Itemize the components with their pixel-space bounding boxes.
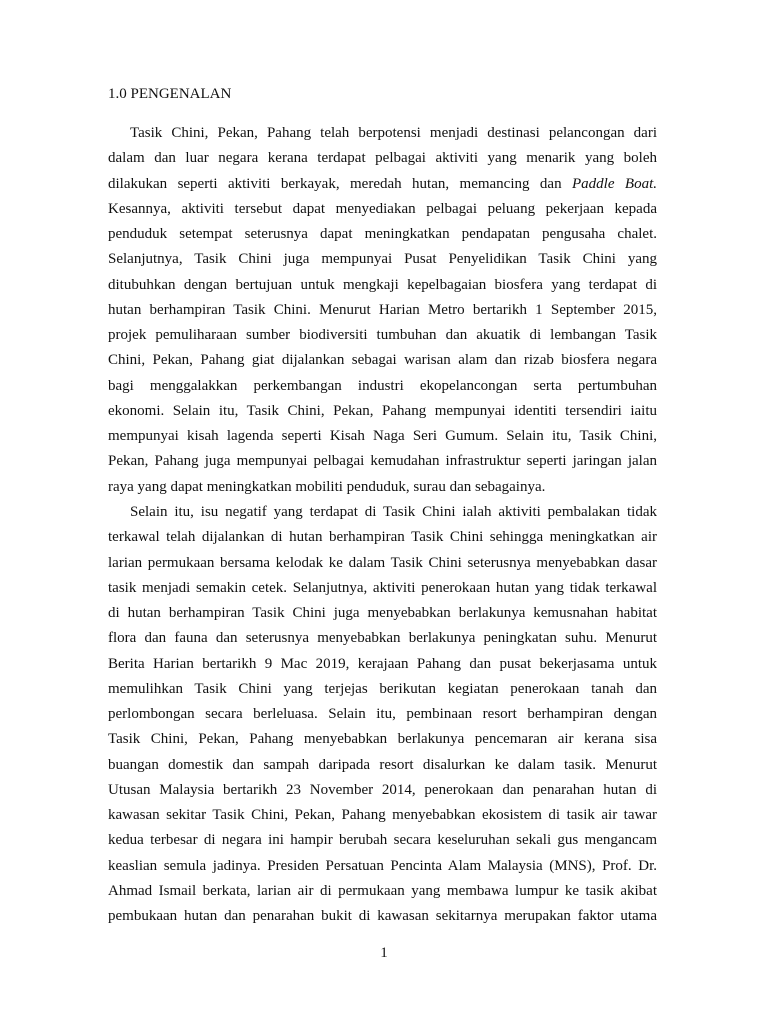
text-line [108, 500, 657, 525]
page-number: 1 [380, 945, 388, 961]
line-text: pembukaan hutan dan penarahan bukit di kawasan sekitarnya merupakan faktor utama [108, 908, 657, 924]
text-line [108, 348, 657, 373]
text-line [108, 424, 657, 449]
line-text: Tasik Chini, Pekan, Pahang menyebabkan berlakunya pencemaran air kerana sisa [108, 731, 657, 748]
text-line [108, 904, 657, 929]
line-text: Pekan, Pahang juga mempunyai pelbagai kemudahan infrastruktur seperti jaringan jalan [108, 453, 657, 470]
text-line [108, 828, 657, 853]
line-text: terkawal telah dijalankan di hutan berhampiran Tasik Chini sehingga meningkatkan air [108, 529, 657, 546]
line-text: dilakukan seperti aktiviti berkayak, meredah hutan, memancing dan [108, 175, 572, 192]
line-text: Chini, Pekan, Pahang giat dijalankan sebagai warisan alam dan rizab biosfera negara [108, 352, 657, 369]
text-line [108, 121, 657, 146]
line-text: projek pemuliharaan sumber biodiversiti tumbuhan dan akuatik di lembangan Tasik [108, 327, 657, 343]
text-line [108, 247, 657, 272]
text-line [108, 298, 657, 323]
text-line [108, 222, 657, 247]
section-heading: 1.0 PENGENALAN [108, 86, 232, 102]
line-text: raya yang dapat meningkatkan mobiliti penduduk, surau dan sebagainya. [108, 478, 546, 495]
text-line [108, 475, 657, 500]
line-text: keaslian semula jadinya. Presiden Persatuan Pencinta Alam Malaysia (MNS), Prof. Dr. [108, 857, 657, 874]
text-line [108, 146, 657, 171]
text-line [108, 778, 657, 803]
text-line [108, 374, 657, 399]
line-text: perlombongan secara berleluasa. Selain itu, pembinaan resort berhampiran dengan [108, 706, 657, 722]
line-text: Berita Harian bertarikh 9 Mac 2019, kerajaan Pahang dan pusat bekerjasama untuk [108, 655, 657, 672]
line-text: larian permukaan bersama kelodak ke dalam Tasik Chini seterusnya menyebabkan dasar [108, 554, 657, 571]
line-text: Ahmad Ismail berkata, larian air di permukaan yang membawa lumpur ke tasik akibat [108, 882, 657, 899]
line-text: ekonomi. Selain itu, Tasik Chini, Pekan, Pahang mempunyai identiti tersendiri iaitu [108, 402, 657, 419]
line-text: kedua terbesar di negara ini hampir berubah secara keseluruhan sekali gus mengancam [108, 832, 657, 849]
line-text: mempunyai kisah lagenda seperti Kisah Naga Seri Gumum. Selain itu, Tasik Chini, [108, 428, 657, 444]
text-line [108, 399, 657, 424]
text-line [108, 879, 657, 904]
text-line [108, 854, 657, 879]
text-line [108, 677, 657, 702]
text-line [108, 197, 657, 222]
line-text: Kesannya, aktiviti tersebut dapat menyediakan pelbagai peluang pekerjaan kepada [108, 200, 657, 217]
line-text: tasik menjadi semakin cetek. Selanjutnya, aktiviti penerokaan hutan yang tidak terkawal [108, 579, 657, 596]
text-line [108, 172, 657, 197]
text-line [108, 601, 657, 626]
italic-text: Paddle Boat. [572, 175, 657, 192]
paragraph-2 [108, 500, 657, 929]
text-line [108, 702, 657, 727]
line-text: penduduk setempat seterusnya dapat meningkatkan pendapatan pengusaha chalet. [108, 226, 657, 242]
text-line [108, 652, 657, 677]
line-text: Selanjutnya, Tasik Chini juga mempunyai Pusat Penyelidikan Tasik Chini yang [108, 251, 657, 268]
text-line [108, 576, 657, 601]
text-line [108, 753, 657, 778]
line-text: Utusan Malaysia bertarikh 23 November 2014, penerokaan dan penarahan hutan di [108, 781, 657, 798]
text-line [108, 727, 657, 752]
line-text: Selain itu, isu negatif yang terdapat di Tasik Chini ialah aktiviti pembalakan tidak [130, 504, 657, 520]
text-line [108, 323, 657, 348]
line-text: memulihkan Tasik Chini yang terjejas berikutan kegiatan penerokaan tanah dan [108, 680, 657, 697]
text-line [108, 273, 657, 298]
line-text: Tasik Chini, Pekan, Pahang telah berpotensi menjadi destinasi pelancongan dari [130, 125, 657, 141]
line-text: hutan berhampiran Tasik Chini. Menurut Harian Metro bertarikh 1 September 2015, [108, 301, 657, 318]
text-line [108, 551, 657, 576]
text-line [108, 803, 657, 828]
line-text: buangan domestik dan sampah daripada resort disalurkan ke dalam tasik. Menurut [108, 756, 657, 773]
line-text: di hutan berhampiran Tasik Chini juga menyebabkan berlakunya kemusnahan habitat [108, 605, 657, 621]
paragraph-1 [108, 121, 657, 500]
line-text: dalam dan luar negara kerana terdapat pelbagai aktiviti yang menarik yang boleh [108, 150, 657, 167]
text-line [108, 449, 657, 474]
line-text: kawasan sekitar Tasik Chini, Pekan, Pahang menyebabkan ekosistem di tasik air tawar [108, 807, 657, 823]
text-line [108, 525, 657, 550]
line-text: flora dan fauna dan seterusnya menyebabkan berlakunya peningkatan suhu. Menurut [108, 630, 657, 647]
line-text: bagi menggalakkan perkembangan industri ekopelancongan serta pertumbuhan [108, 377, 657, 394]
text-line [108, 626, 657, 651]
line-text: ditubuhkan dengan bertujuan untuk mengkaji kepelbagaian biosfera yang terdapat di [108, 276, 657, 293]
